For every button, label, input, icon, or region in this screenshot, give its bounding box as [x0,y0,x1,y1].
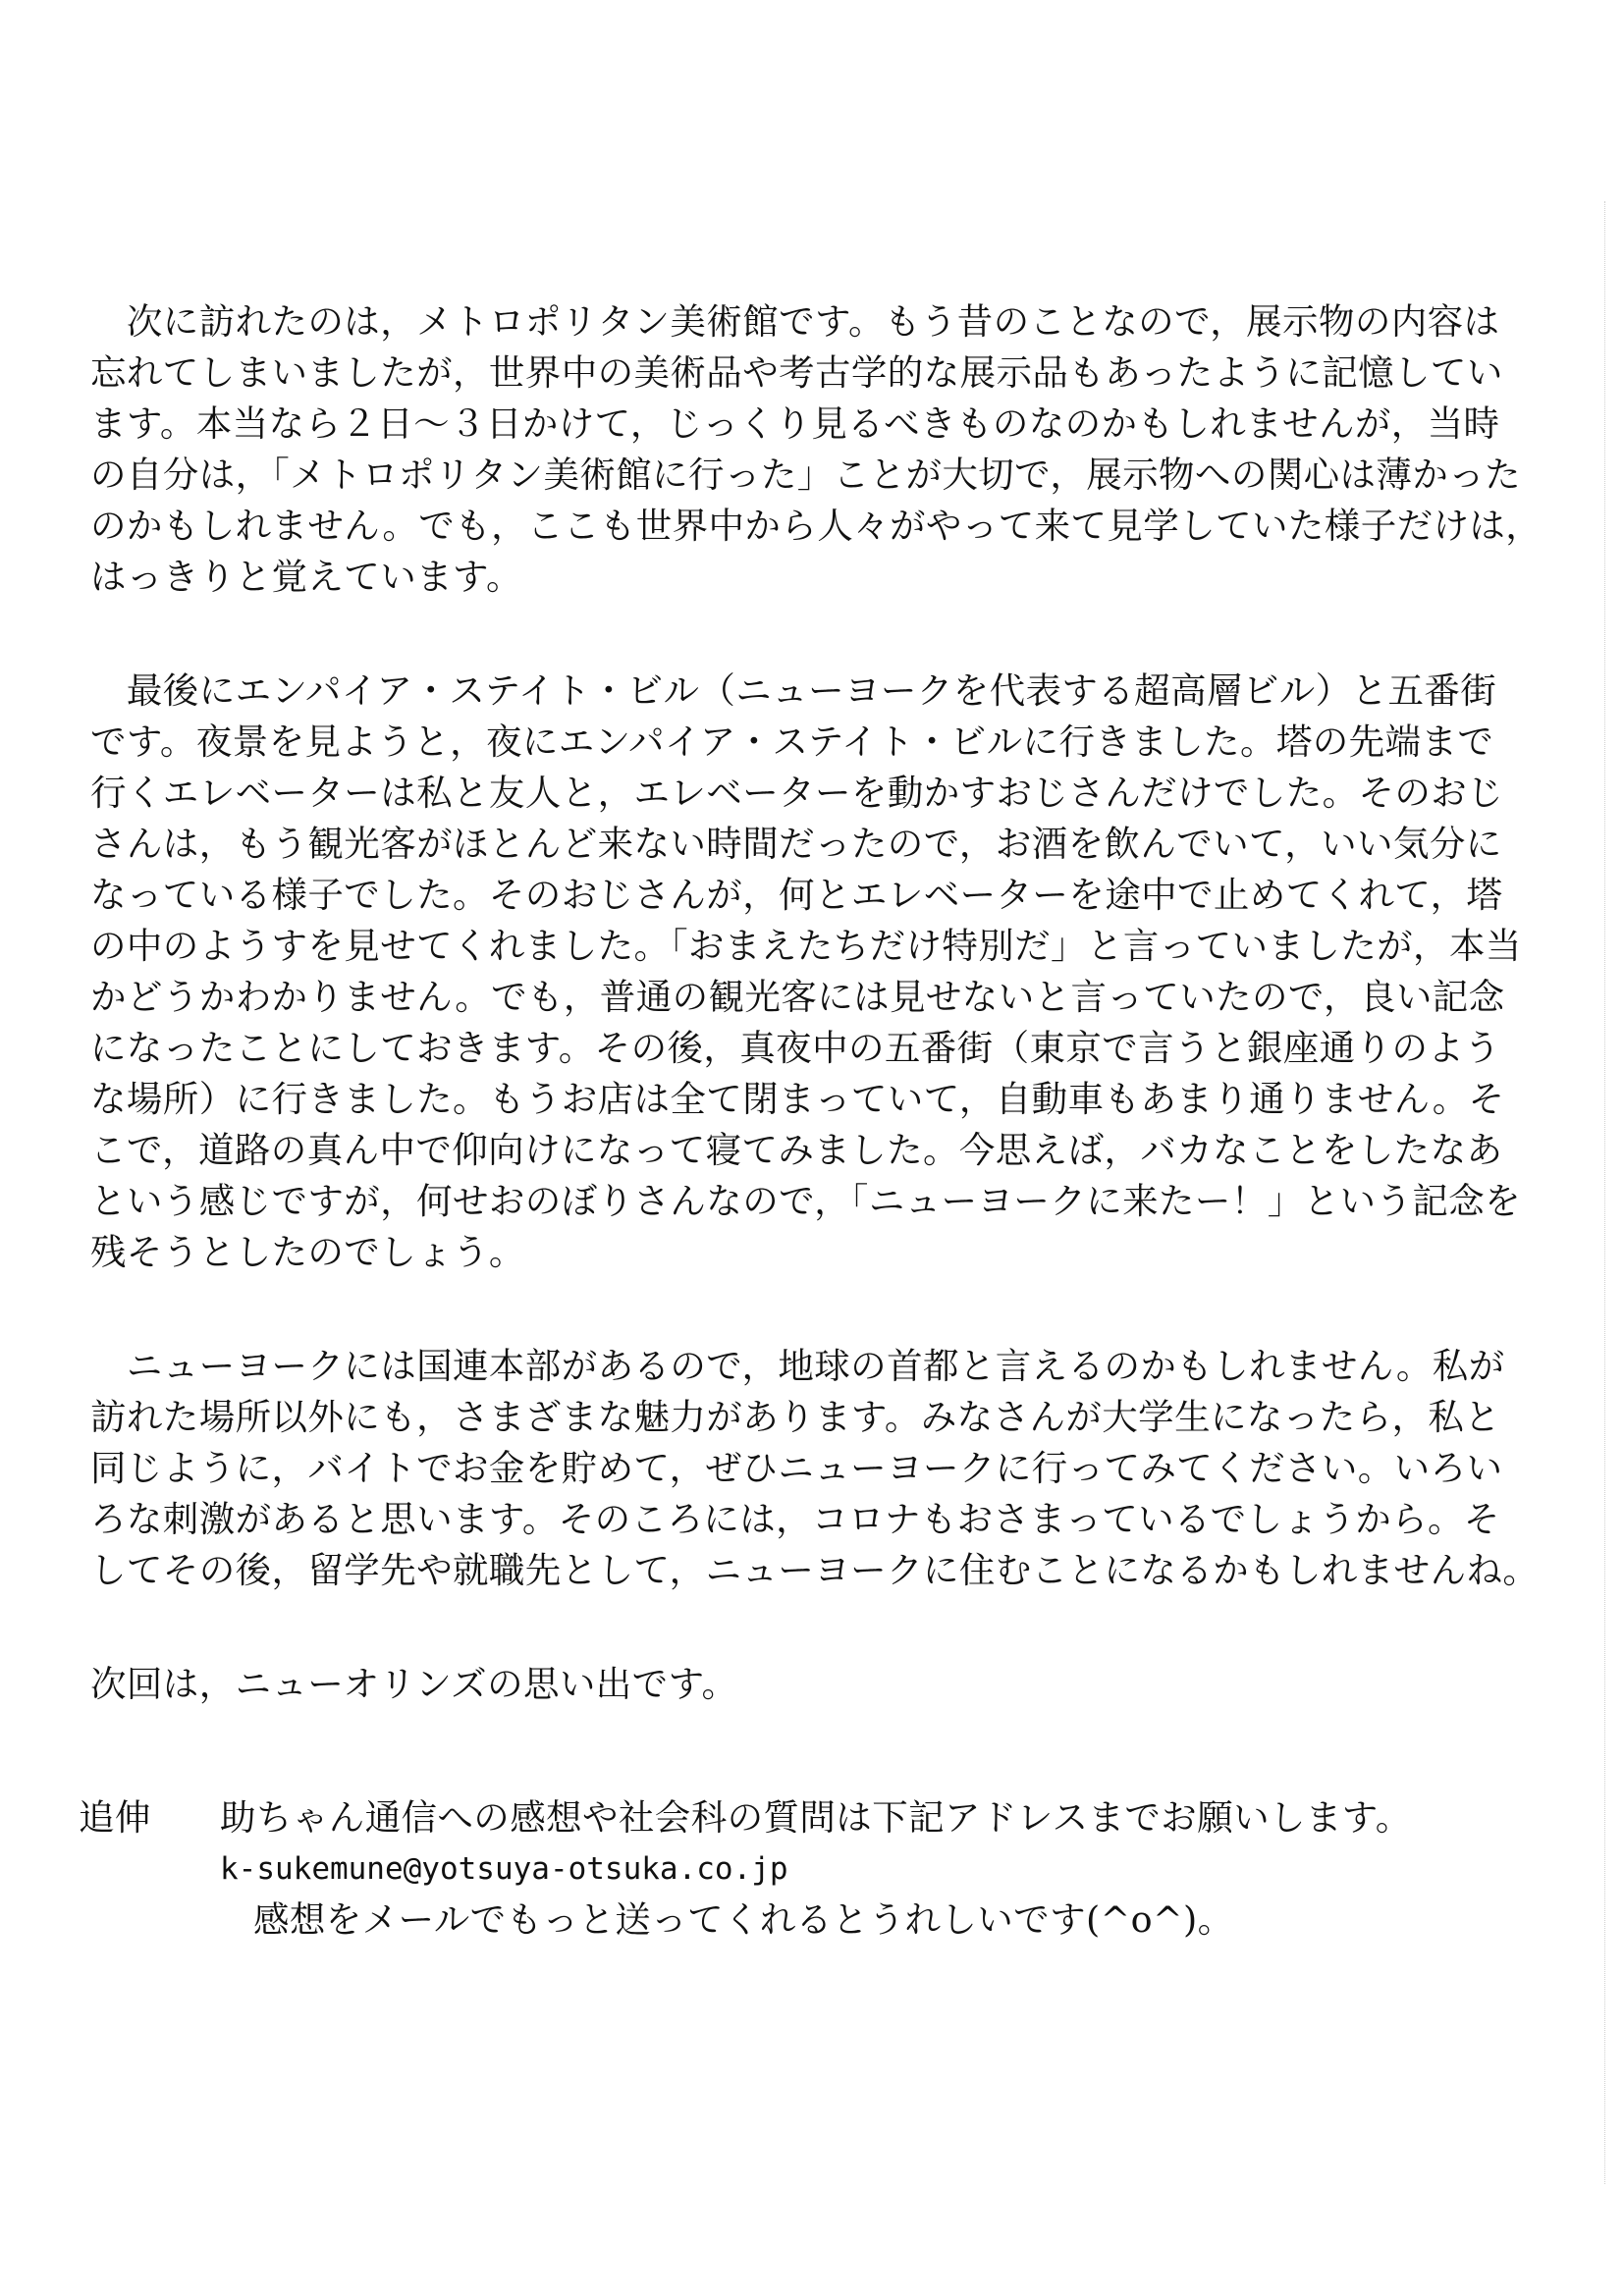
paragraph-line: かどうかわかりません。でも，普通の観光客には見せないと言っていたので，良い記念 [90,976,1505,1018]
paragraph-line: の自分は，「メトロポリタン美術館に行った」ことが大切で，展示物への関心は薄かった [90,454,1522,496]
paragraph-line: になったことにしておきます。その後，真夜中の五番街（東京で言うと銀座通りのよう [90,1027,1501,1069]
paragraph-line: なっている様子でした。そのおじさんが，何とエレベーターを途中で止めてくれて，塔 [90,874,1503,916]
paragraph-line: してその後，留学先や就職先として，ニューヨークに住むことになるかもしれませんね。 [90,1549,1540,1591]
paragraph-line: 次に訪れたのは，メトロポリタン美術館です。もう昔のことなので，展示物の内容は [90,300,1500,343]
paragraph-line: 残そうとしたのでしょう。 [90,1231,525,1273]
paragraph-line: の中のようすを見せてくれました。「おまえたちだけ特別だ」と言っていましたが，本当 [90,925,1522,967]
paragraph-line: はっきりと覚えています。 [90,556,522,598]
paragraph-line: 訪れた場所以外にも，さまざまな魅力があります。みなさんが大学生になったら，私と [90,1396,1501,1438]
paragraph-line: 忘れてしまいましたが，世界中の美術品や考古学的な展示品もあったように記憶してい [90,351,1503,394]
paragraph-line: こで，道路の真ん中で仰向けになって寝てみました。今思えば，バカなことをしたなあ [90,1129,1503,1171]
paragraph-line: ニューヨークには国連本部があるので，地球の首都と言えるのかもしれません。私が [90,1345,1505,1387]
paragraph-line: のかもしれません。でも，ここも世界中から人々がやって来て見学していた様子だけは， [90,505,1543,547]
postscript-text: 助ちゃん通信への感想や社会科の質問は下記アドレスまでお願いします。 [220,1796,1412,1839]
paragraph-line: 行くエレベーターは私と友人と，エレベーターを動かすおじさんだけでした。そのおじ [90,772,1504,814]
postscript-label: 追伸 [79,1796,151,1839]
paragraph-line: さんは，もう観光客がほとんど来ない時間だったので，お酒を飲んでいて，いい気分に [90,823,1502,865]
paragraph-line: 同じように，バイトでお金を貯めて，ぜひニューヨークに行ってみてください。いろい [90,1447,1503,1489]
postscript-note: 感想をメールでもっと送ってくれるとうれしいです(^o^)。 [253,1898,1234,1941]
paragraph-line: という感じですが，何せおのぼりさんなので，「ニューヨークに来たー！」という記念を [90,1180,1522,1222]
paragraph-line: な場所）に行きました。もうお店は全て閉まっていて，自動車もあまり通りません。そ [90,1078,1505,1120]
scan-edge-line [1604,201,1606,2184]
paragraph-line: 次回は，ニューオリンズの思い出です。 [90,1663,738,1705]
paragraph-line: です。夜景を見ようと，夜にエンパイア・ステイト・ビルに行きました。塔の先端まで [90,721,1494,763]
paragraph-line: ます。本当なら２日〜３日かけて，じっくり見るべきものなのかもしれませんが，当時 [90,402,1500,445]
paragraph-line: ろな刺激があると思います。そのころには，コロナもおさまっているでしょうから。そ [90,1498,1500,1540]
contact-email: k-sukemune@yotsuya-otsuka.co.jp [220,1851,788,1887]
paragraph-line: 最後にエンパイア・ステイト・ビル（ニューヨークを代表する超高層ビル）と五番街 [90,669,1497,712]
